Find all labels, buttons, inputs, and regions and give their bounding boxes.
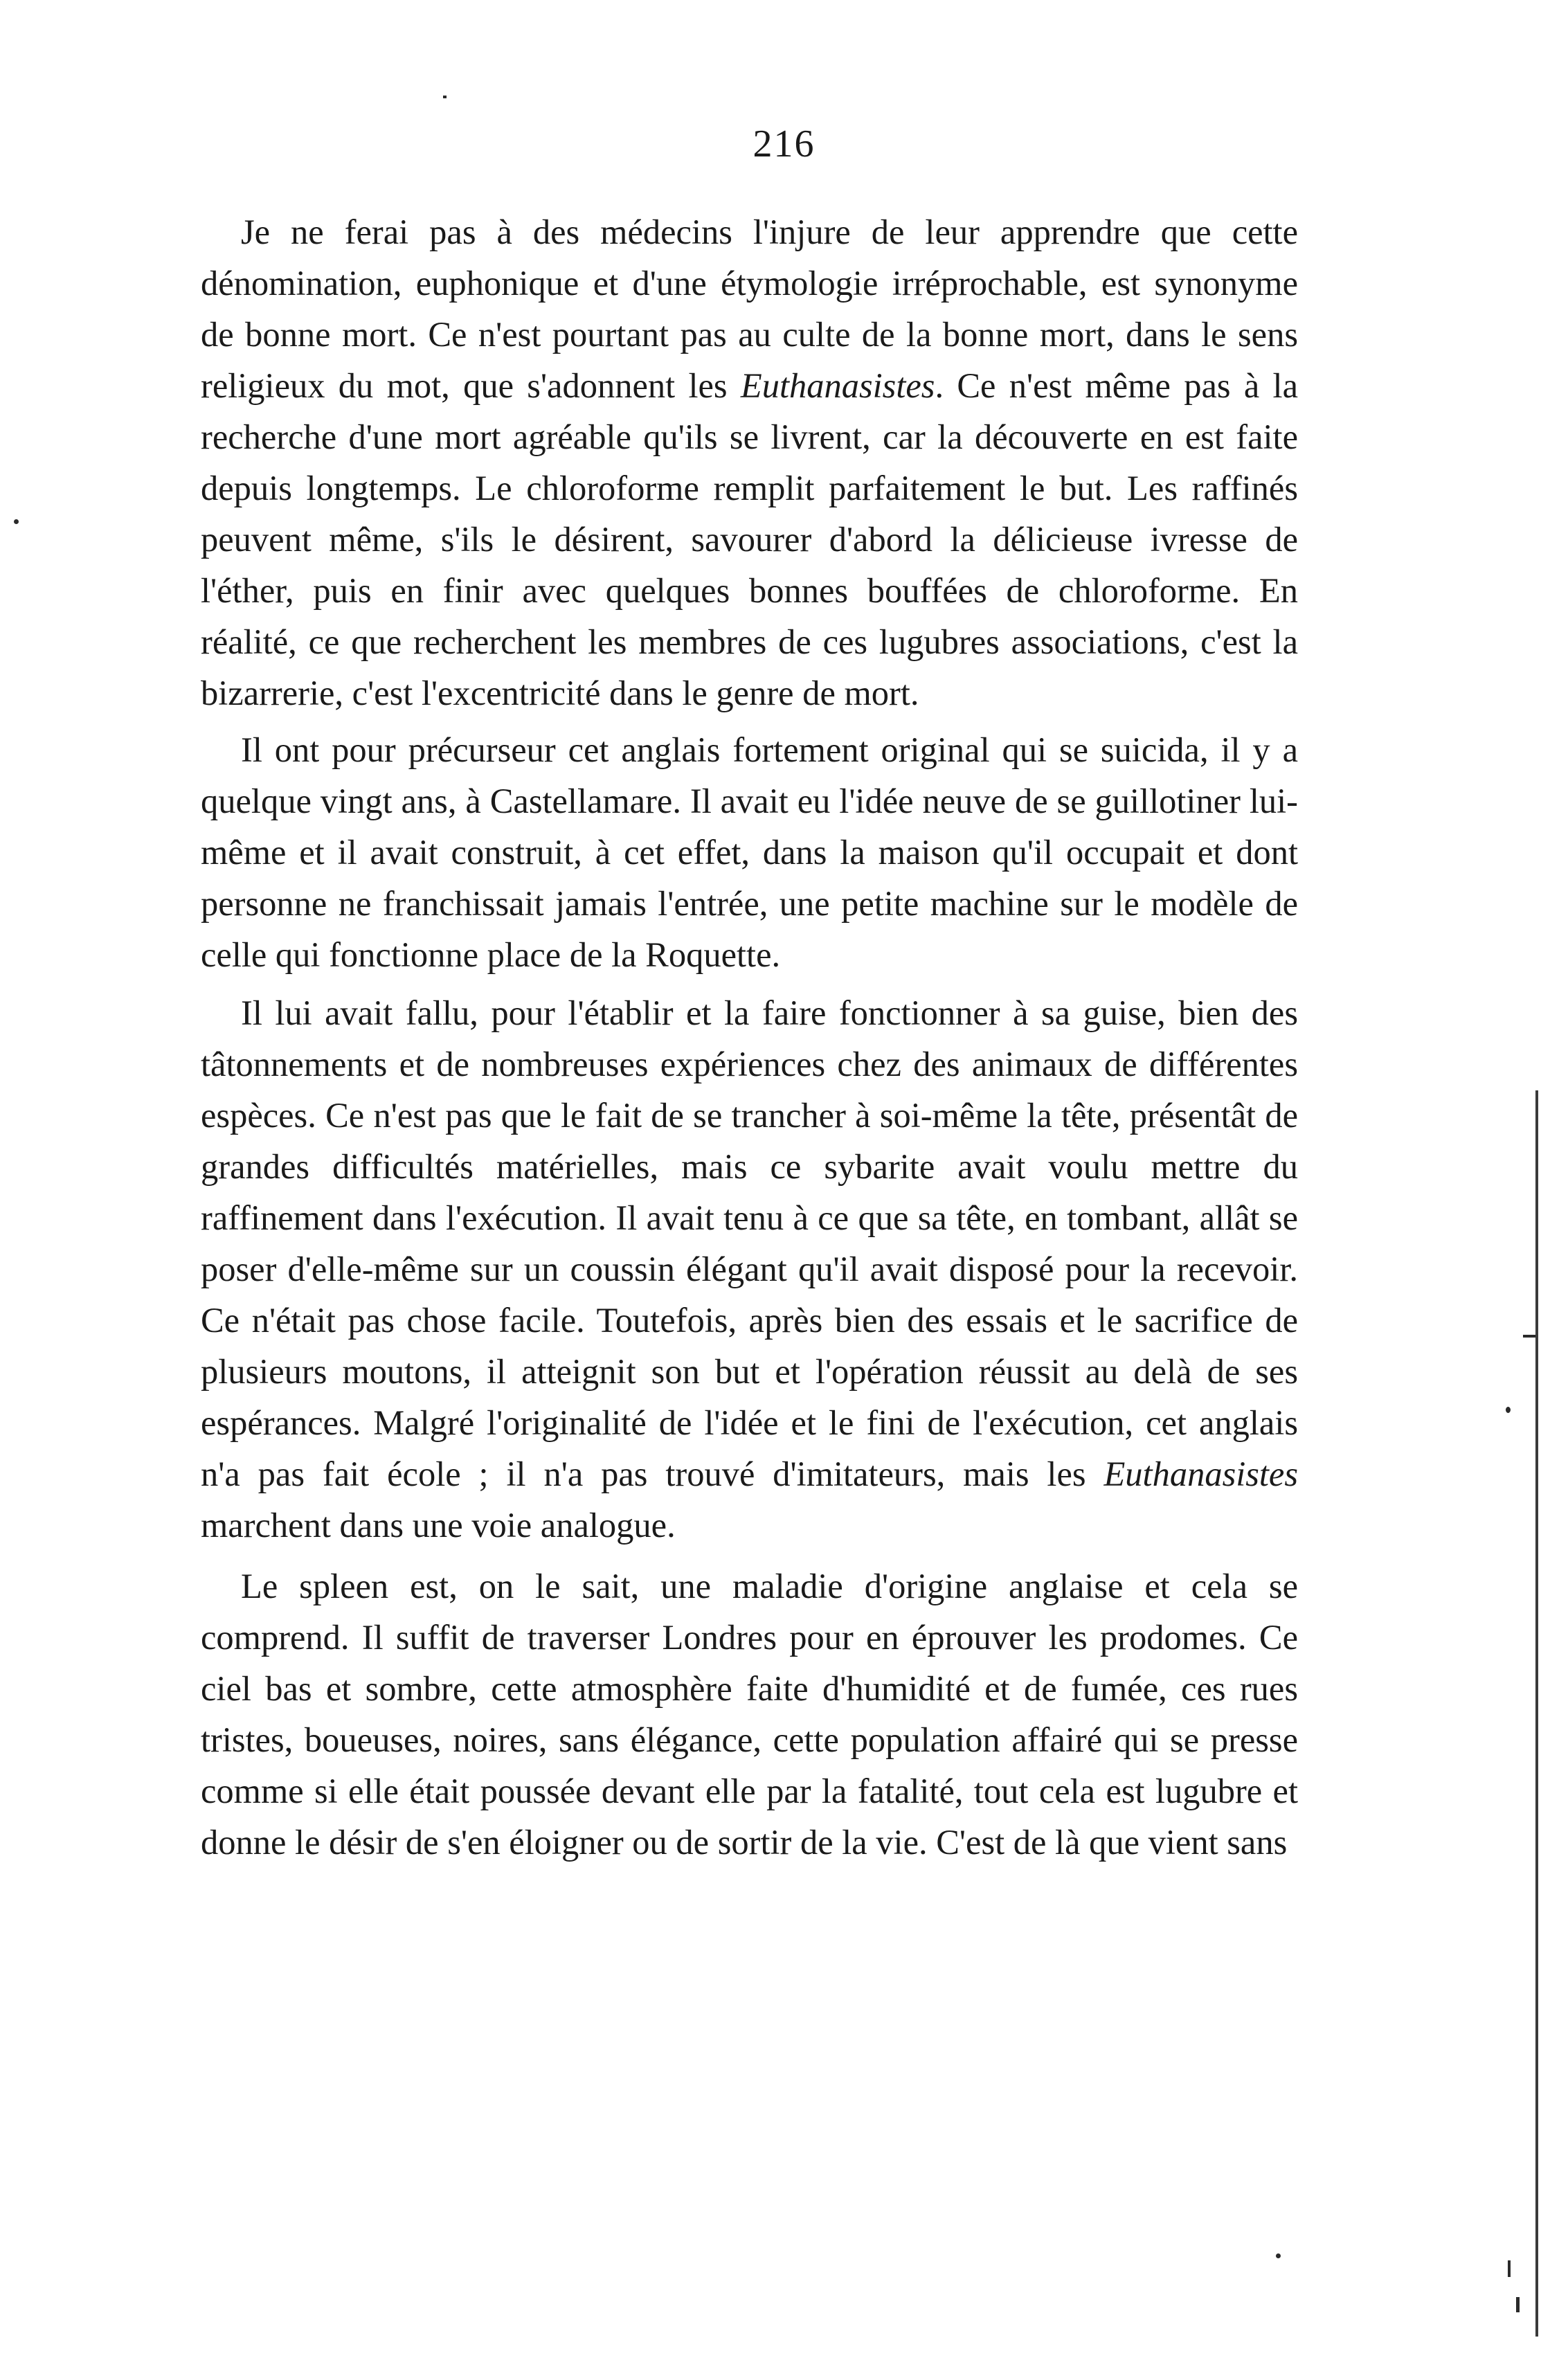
scan-speck — [1508, 2260, 1511, 2277]
scan-speck — [1276, 2253, 1281, 2258]
body-text — [201, 206, 1298, 1868]
paragraph-text: marchent dans une voie analogue. — [201, 1506, 676, 1545]
scan-speck — [1523, 1335, 1537, 1338]
paragraph-text: . Ce n'est même pas à la recherche d'une mort agréable qu'ils se livrent, car la découverte en est faite depuis longtemps. Le chloroforme remplit parfaitement le but. Les raffinés peuvent même, s'ils le désirent, savourer d'abord la délicieuse ivresse de l'éther, puis en finir avec quelques bonnes bouffées de chloroforme. En réalité, ce que recherchent les membres de ces lugubres associations, c'est la bizarrerie, c'est l'excentricité dans le genre de mort. — [201, 366, 1298, 712]
italic-term: Euthanasistes — [740, 366, 935, 405]
paragraph-text: Je ne ferai pas à des médecins l'injure de leur apprendre que cette dénomination, euphonique et d'une étymologie irréprochable, est synonyme de bonne mort. Ce n'est pourtant pas au culte de la bonne mort, dans le sens religieux du mot, que s'adonnent les — [201, 213, 1298, 405]
paragraph-spleen-london: Le spleen est, on le sait, une maladie d'origine anglaise et cela se comprend. Il suffit de traverser Londres pour en éprouver les prodomes. Ce ciel bas et sombre, cette atmosphère faite d'humidité et de fumée, ces rues tristes, boueuses, noires, sans élégance, cette population affairé qui se presse comme si elle était poussée devant elle par la fatalité, tout cela est lugubre et donne le désir de s'en éloigner ou de sortir de la vie. C'est de là que vient sans — [201, 1567, 1298, 1862]
italic-term: Euthanasistes — [1103, 1455, 1298, 1493]
paragraph-guillotine-machine — [201, 987, 1298, 1551]
scan-speck — [1506, 1407, 1511, 1413]
page-edge-line — [1535, 1090, 1538, 2337]
scan-speck — [443, 96, 447, 98]
paragraph-english-precursor: Il ont pour précurseur cet anglais fortement original qui se suicida, il y a quelque vingt ans, à Castellamare. Il avait eu l'idée neuve de se guillotiner lui-même et il avait construit, à cet effet, dans la maison qu'il occupait et dont personne ne franchissait jamais l'entrée, une petite machine sur le modèle de celle qui fonctionne place de la Roquette. — [201, 730, 1298, 974]
paragraph-euthanasia-definition — [201, 206, 1298, 719]
scan-speck — [14, 519, 19, 524]
paragraph-text: Il lui avait fallu, pour l'établir et la faire fonctionner à sa guise, bien des tâtonnements et de nombreuses expériences chez des animaux de différentes espèces. Ce n'est pas que le fait de se trancher à soi-même la tête, présentât de grandes difficultés matérielles, mais ce sybarite avait voulu mettre du raffinement dans l'exécution. Il avait tenu à ce que sa tête, en tombant, allât se poser d'elle-même sur un coussin élégant qu'il avait disposé pour la recevoir. Ce n'était pas chose facile. Toutefois, après bien des essais et le sacrifice de plusieurs moutons, il atteignit son but et l'opération réussit au delà de ses espérances. Malgré l'originalité de l'idée et le fini de l'exécution, cet anglais n'a pas fait école ; il n'a pas trouvé d'imitateurs, mais les — [201, 993, 1298, 1493]
page-number: 216 — [753, 123, 815, 165]
scan-speck — [1516, 2297, 1520, 2312]
